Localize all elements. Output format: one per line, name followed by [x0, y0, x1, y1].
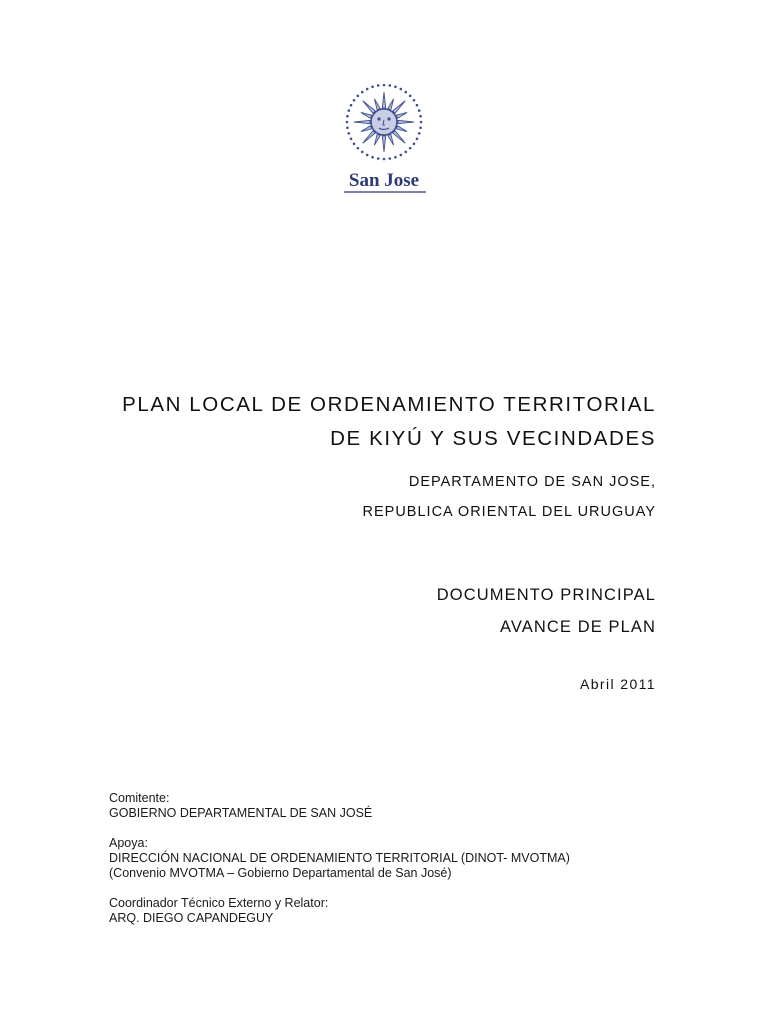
document-title — [122, 388, 656, 456]
subtitle-line-2: REPUBLICA ORIENTAL DEL URUGUAY — [362, 504, 656, 520]
apoya-value-1: DIRECCIÓN NACIONAL DE ORDENAMIENTO TERRITORIAL (DINOT- MVOTMA) — [109, 851, 570, 865]
credits-block — [109, 791, 570, 941]
document-date: Abril 2011 — [579, 676, 656, 692]
coordinador-value: ARQ. DIEGO CAPANDEGUY — [109, 911, 274, 925]
document-type — [437, 579, 656, 643]
title-line-2: DE KIYÚ Y SUS VECINDADES — [330, 427, 656, 450]
apoya-label: Apoya: — [109, 836, 148, 850]
apoya-group — [109, 836, 570, 881]
subtitle-line-1: DEPARTAMENTO DE SAN JOSE, — [408, 474, 656, 490]
comitente-value: GOBIERNO DEPARTAMENTAL DE SAN JOSÉ — [109, 806, 373, 820]
coordinador-group — [109, 896, 570, 926]
document-line-2: AVANCE DE PLAN — [500, 618, 656, 636]
logo-text: San Jose — [348, 170, 420, 191]
document-line-1: DOCUMENTO PRINCIPAL — [436, 586, 656, 604]
document-subtitle — [363, 467, 656, 527]
comitente-label: Comitente: — [109, 791, 170, 805]
comitente-group — [109, 791, 570, 821]
coordinador-label: Coordinador Técnico Externo y Relator: — [109, 896, 329, 910]
apoya-value-2: (Convenio MVOTMA – Gobierno Departamental de San José) — [109, 866, 452, 880]
san-jose-logo — [338, 84, 430, 196]
sun-emblem-icon — [338, 84, 430, 196]
title-line-1: PLAN LOCAL DE ORDENAMIENTO TERRITORIAL — [122, 393, 656, 416]
